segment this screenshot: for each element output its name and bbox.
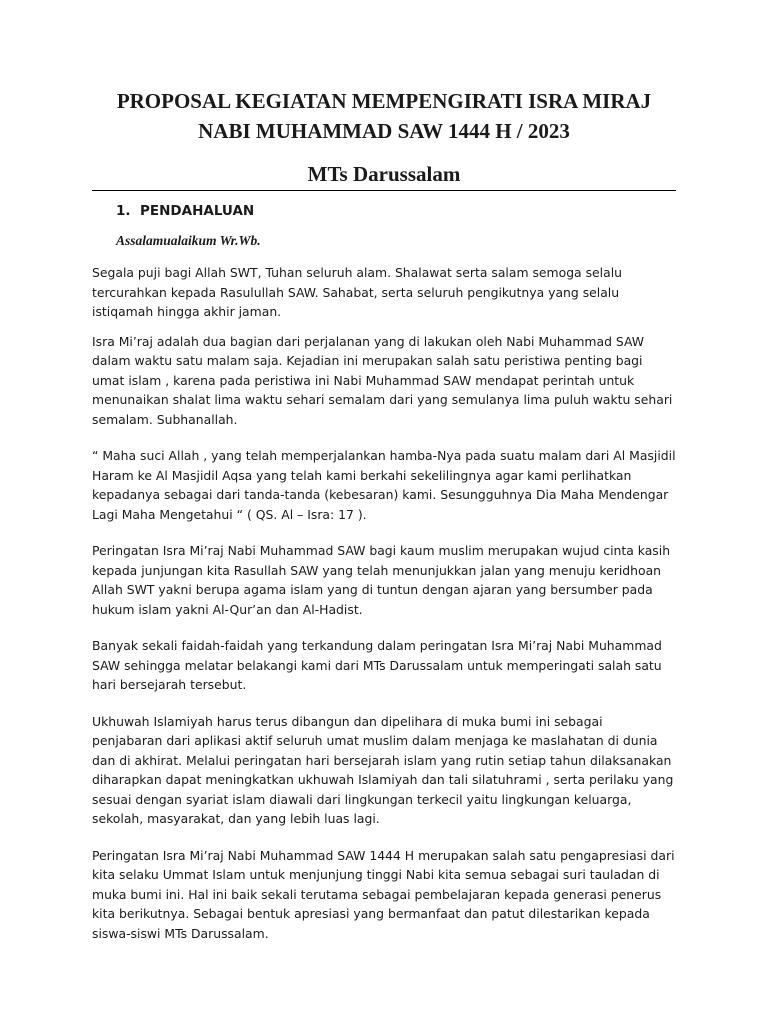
document-title: PROPOSAL KEGIATAN MEMPENGIRATI ISRA MIRAJ NABI MUHAMMAD SAW 1444 H / 2023 <box>116 89 652 143</box>
paragraph-1: Segala puji bagi Allah SWT, Tuhan seluruh alam. Shalawat serta salam semoga selalu tercurahkan kepada Rasulullah SAW. Sahabat, serta seluruh pengikutnya yang selalu istiqamah hingga akhir jaman. <box>92 265 623 319</box>
document-subtitle: MTs Darussalam <box>92 160 676 191</box>
greeting: Assalamualaikum Wr.Wb. <box>116 233 261 248</box>
section-title: PENDAHALUAN <box>140 203 255 219</box>
section-number: 1. <box>116 203 131 219</box>
section-heading <box>116 201 676 221</box>
paragraph-6: Ukhuwah Islamiyah harus terus dibangun dan dipelihara di muka bumi ini sebagai penjabaran dari aplikasi aktif seluruh umat muslim dalam menjaga ke maslahatan di dunia dan di akhirat. Melalui peringatan hari bersejarah islam yang rutin setiap tahun dilaksanakan diharapkan dapat meningkatkan ukhuwah Islamiyah dan tali silatuhrami , serta perilaku yang sesuai dengan syariat islam diawali dari lingkungan terkecil yaitu lingkungan keluarga, sekolah, masyarakat, dan yang lebih luas lagi. <box>92 713 674 826</box>
paragraph-2: Isra Mi’raj adalah dua bagian dari perjalanan yang di lakukan oleh Nabi Muhammad SAW dalam waktu satu malam saja. Kejadian ini merupakan salah satu peristiwa penting bagi umat islam , karena pada peristiwa ini Nabi Muhammad SAW mendapat perintah untuk menunaikan shalat lima waktu sehari semalam dari yang semulanya lima puluh waktu sehari semalam. Subhanallah. <box>92 333 673 427</box>
paragraph-5: Banyak sekali faidah-faidah yang terkandung dalam peringatan Isra Mi’raj Nabi Muhammad SAW sehingga melatar belakangi kami dari MTs Darussalam untuk memperingati salah satu hari bersejarah tersebut. <box>92 638 662 692</box>
paragraph-4: Peringatan Isra Mi’raj Nabi Muhammad SAW bagi kaum muslim merupakan wujud cinta kasih kepada junjungan kita Rasullah SAW yang telah menunjukkan jalan yang menuju keridhoan Allah SWT yakni berupa agama islam yang di tuntun dengan ajaran yang bersumber pada hukum islam yakni Al-Qur’an dan Al-Hadist. <box>92 543 671 617</box>
document-page <box>92 86 676 943</box>
paragraph-3: “ Maha suci Allah , yang telah memperjalankan hamba-Nya pada suatu malam dari Al Masjidil Haram ke Al Masjidil Aqsa yang telah kami berkahi sekelilingnya agar kami perlihatkan kepadanya sebagai dari tanda-tanda (kebesaran) kami. Sesungguhnya Dia Maha Mendengar Lagi Maha Mengetahui “ ( QS. Al – Isra: 17 ). <box>92 448 676 522</box>
paragraph-7: Peringatan Isra Mi’raj Nabi Muhammad SAW 1444 H merupakan salah satu pengapresiasi dari kita selaku Ummat Islam untuk menjunjung tinggi Nabi kita semua sebagai suri tauladan di muka bumi ini. Hal ini baik sekali terutama sebagai pembelajaran kepada generasi penerus kita berikutnya. Sebagai bentuk apresiasi yang bermanfaat dan patut dilestarikan kepada siswa-siswi MTs Darussalam. <box>92 847 675 941</box>
